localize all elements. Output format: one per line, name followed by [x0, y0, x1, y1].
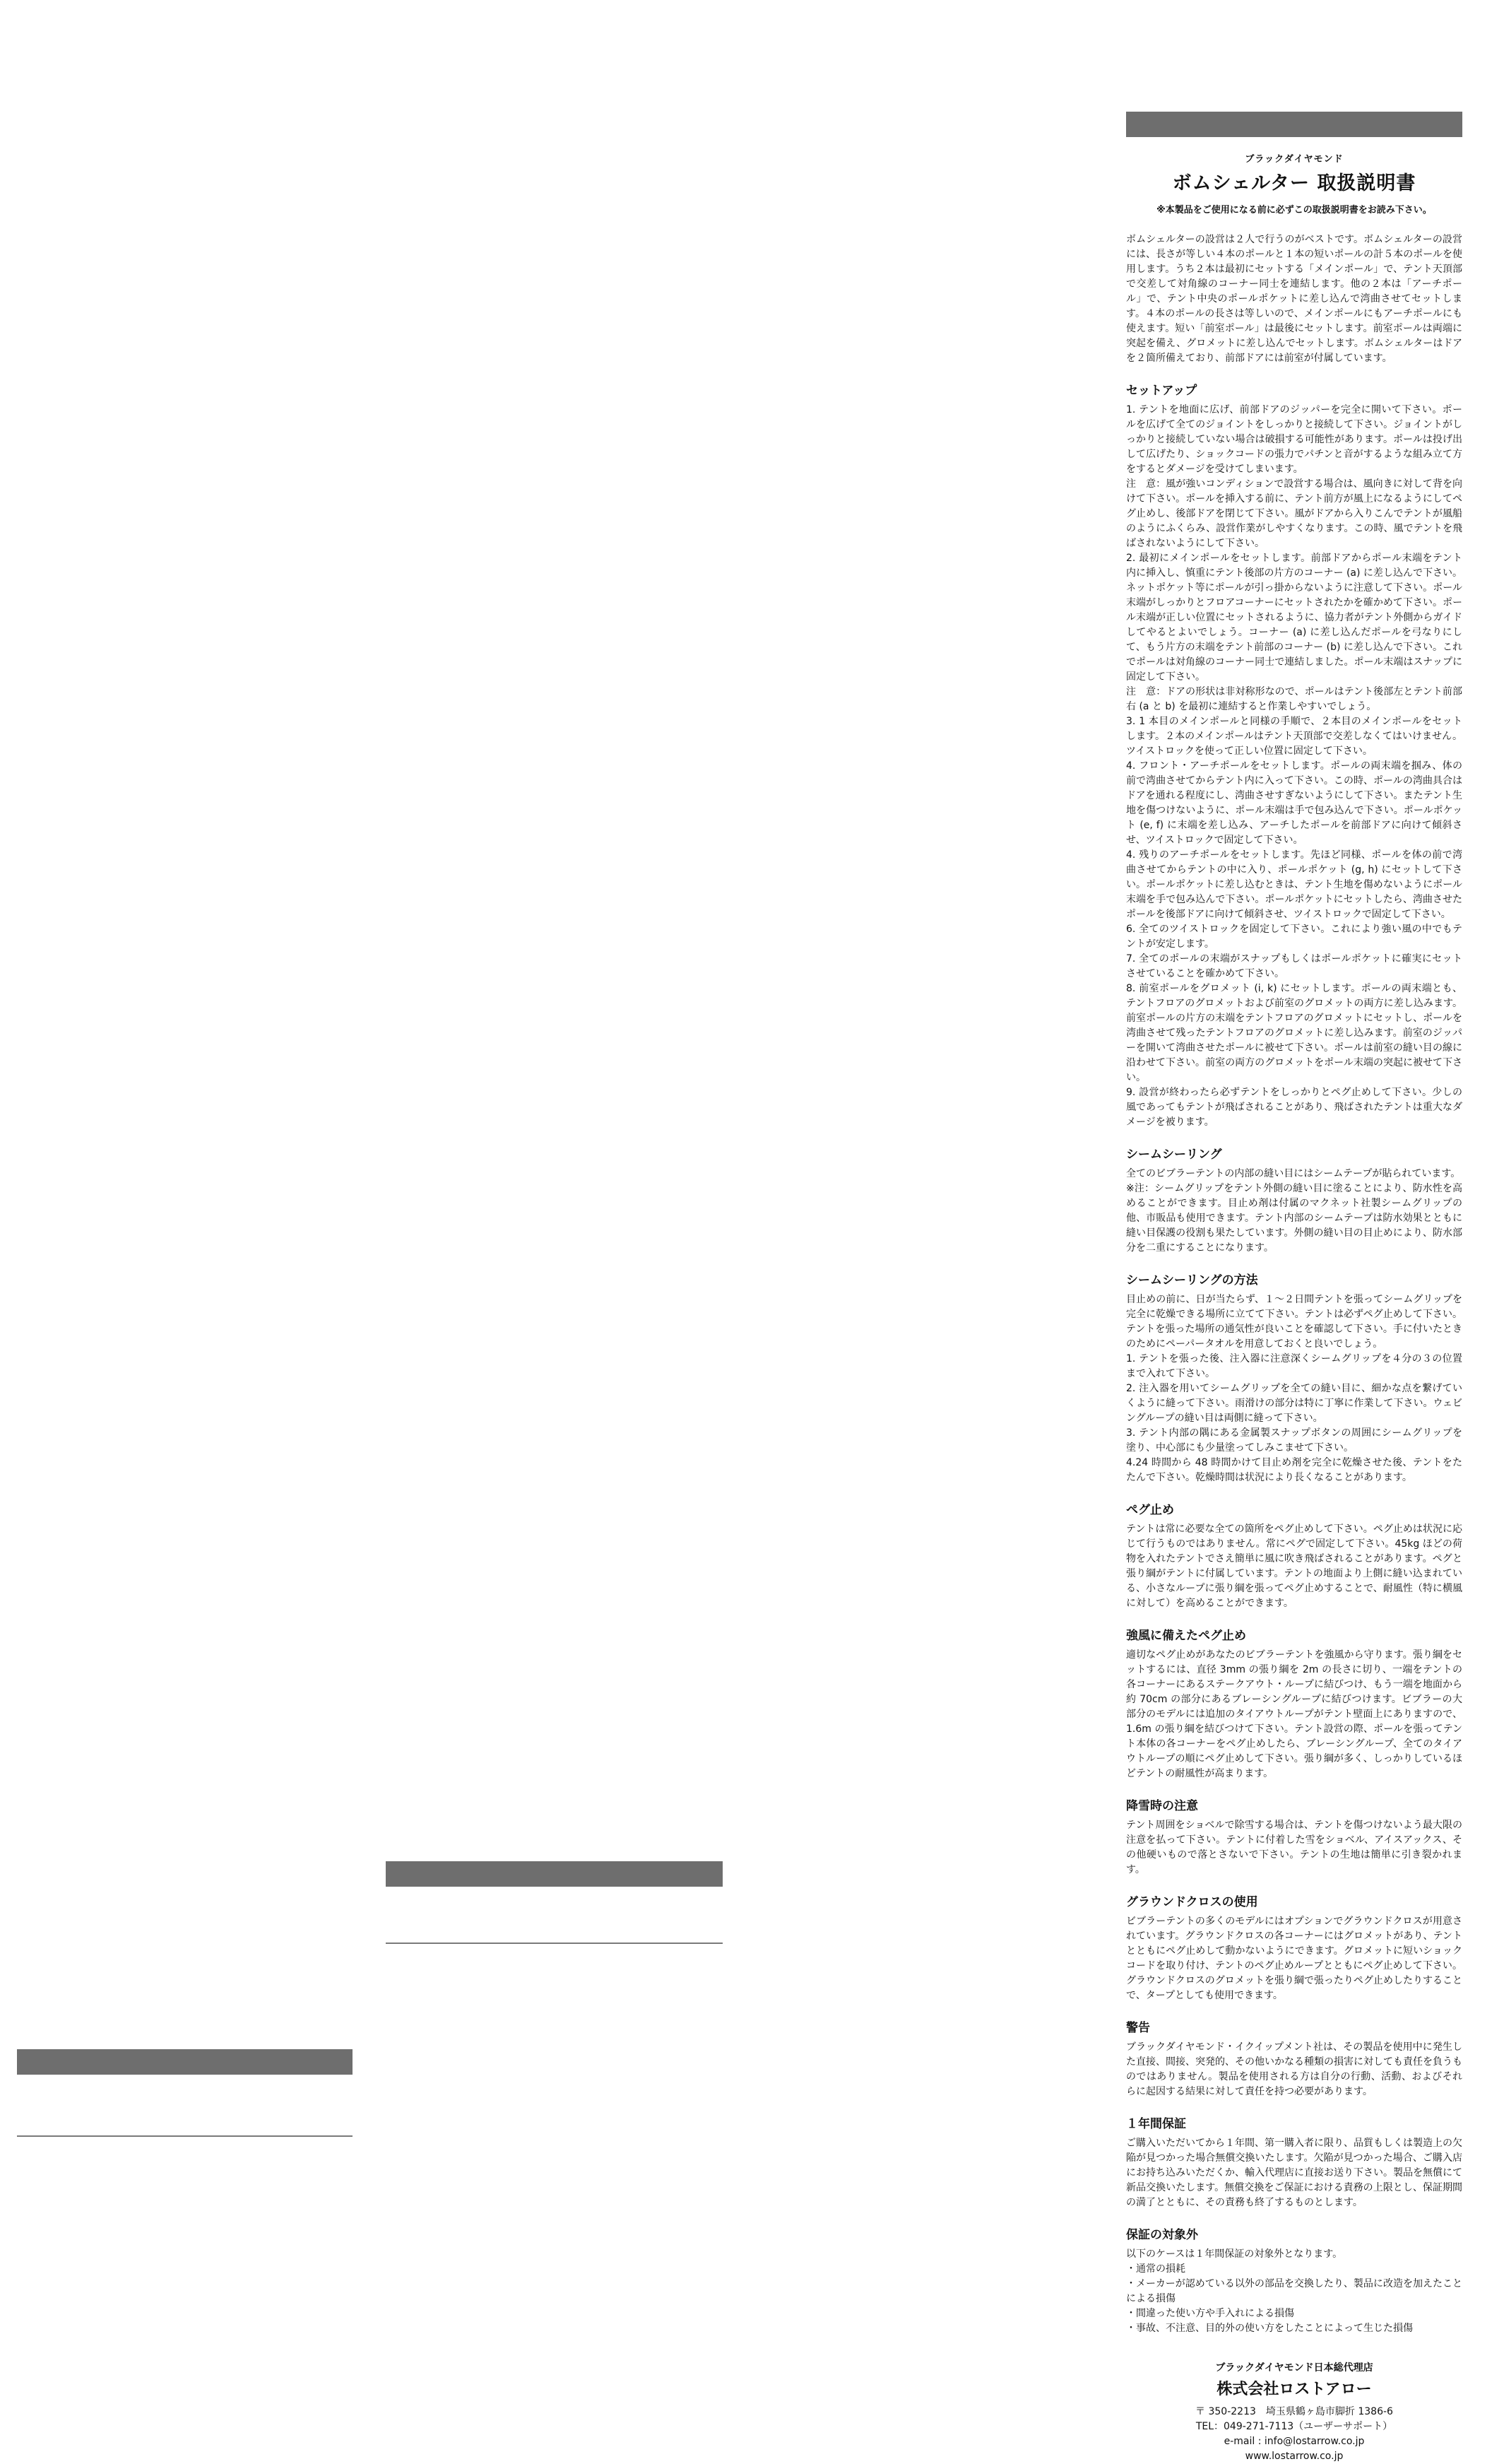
- section-paragraph: テント周囲をショベルで除雪する場合は、テントを傷つけないよう最大限の注意を払って下さい。テントに付着した雪をショベル、アイスアックス、その他硬いもので落とさないで下さい。テントの生地は簡単に引き裂かれます。: [1126, 1820, 1462, 1875]
- divider-rule-left: [17, 2135, 353, 2137]
- read-notice: ※本製品をご使用になる前に必ずこの取扱説明書をお読み下さい。: [1156, 205, 1432, 216]
- section-paragraph: ※注：シームグリップをテント外側の縫い目に塗ることにより、防水性を高めることができます。目止め剤は付属のマクネット社製シームグリップの他、市販品も使用できます。テント内部のシームテープは防水効果とともに縫い目保護の役割も果たしています。外側の縫い目の目止めにより、防水部分を二重にすることになります。: [1126, 1183, 1462, 1254]
- section-heading: ペグ止め: [1126, 1503, 1174, 1517]
- section-paragraph: 目止めの前に、日が当たらず、１～２日間テントを張ってシームグリップを完全に乾燥できる場所に立てて下さい。テントは必ずペグ止めして下さい。テントを張った場所の通気性が良いことを確認して下さい。手に付いたときのためにペーパータオルを用意しておくと良いでしょう。: [1126, 1294, 1462, 1350]
- email: e-mail : info@lostarrow.co.jp: [1224, 2436, 1365, 2447]
- section-paragraph: ご購入いただいてから１年間、第一購入者に限り、品質もしくは製造上の欠陥が見つかった場合無償交換いたします。欠陥が見つかった場合、ご購入店にお持ち込みいただくか、輸入代理店に直接お送り下さい。製品を無償にて新品交換いたします。無償交換をご保証における責務の上限とし、保証期間の満了とともに、その責務も終了するものとします。: [1126, 2138, 1462, 2208]
- section-paragraph: ・通常の損耗: [1126, 2263, 1185, 2275]
- brand-name: ブラックダイヤモンド: [1245, 154, 1344, 165]
- section-heading: シームシーリングの方法: [1126, 1273, 1258, 1287]
- section-paragraph: 9. 設営が終わったら必ずテントをしっかりとペグ止めして下さい。少しの風であってもテントが飛ばされることがあり、飛ばされたテントは重大なダメージを被ります。: [1126, 1087, 1462, 1128]
- section-paragraph: 3. テント内部の隅にある金属製スナップボタンの周囲にシームグリップを塗り、中心部にも少量塗ってしみこませて下さい。: [1126, 1427, 1462, 1454]
- section-paragraph: 4.24 時間から 48 時間かけて目止め剤を完全に乾燥させた後、テントをたたんで下さい。乾燥時間は状況により長くなることがあります。: [1126, 1457, 1462, 1483]
- section-heading: 警告: [1126, 2021, 1150, 2035]
- section-paragraph: 1. テントを地面に広げ、前部ドアのジッパーを完全に開いて下さい。ポールを広げて全てのジョイントをしっかりと接続して下さい。ジョイントがしっかりと接続していない場合は破損する可能性があります。ポールは投げ出して広げたり、ショックコードの張力でパチンと音がするような組み立て方をするとダメージを受けてしまいます。: [1126, 404, 1462, 475]
- dealer-name: ブラックダイヤモンド日本総代理店: [1215, 2362, 1373, 2374]
- page-title: ボムシェルター 取扱説明書: [1172, 172, 1416, 194]
- manual-column: [1126, 112, 1462, 2464]
- footer: [1126, 2360, 1462, 2464]
- section-paragraph: 4. 残りのアーチポールをセットします。先ほど同様、ポールを体の前で湾曲させてからテントの中に入り、ポールポケット (g, h) にセットして下さい。ポールポケットに差し込むときは、テント生地を傷めないようにポール末端を手で包み込んで下さい。ポールポケットにセットしたら、湾曲させたポールを後部ドアに向けて傾斜させ、ツイストロックで固定して下さい。: [1126, 849, 1462, 920]
- section: [1126, 2224, 1462, 2336]
- phone: TEL：049-271-7113（ユーザーサポート）: [1195, 2421, 1393, 2432]
- section-paragraph: 全てのビブラーテントの内部の縫い目にはシームテープが貼られています。: [1126, 1168, 1461, 1179]
- divider-bar-left: [17, 2049, 353, 2075]
- divider-bar-middle: [386, 1861, 723, 1887]
- section-paragraph: 4. フロント・アーチポールをセットします。ポールの両末端を掴み、体の前で湾曲させてからテント内に入って下さい。この時、ポールの湾曲具合はドアを通れる程度にし、湾曲させすぎないようにして下さい。またテント生地を傷つけないように、ポール末端は手で包み込んで下さい。ポールポケット (e, f) に末端を差し込み、アーチしたポールを前部ドアに向けて傾斜させ、ツイストロックで固定して下さい。: [1126, 760, 1462, 846]
- section-paragraph: 8. 前室ポールをグロメット (i, k) にセットします。ポールの両末端とも、テントフロアのグロメットおよび前室のグロメットの両方に差し込みます。前室ポールの片方の末端をテントフロアのグロメットにセットし、ポールを湾曲させて残ったテントフロアのグロメットに差し込みます。前室のジッパーを開いて湾曲させたポールに被せて下さい。ポールは前室の縫い目の線に沿わせて下さい。前室の両方のグロメットをポール末端の突起に被せて下さい。: [1126, 983, 1462, 1083]
- section-paragraph: 注 意：ドアの形状は非対称形なので、ポールはテント後部左とテント前部右 (a と b) を最初に連結すると作業しやすいでしょう。: [1126, 686, 1462, 712]
- website: www.lostarrow.co.jp: [1245, 2451, 1344, 2462]
- section: [1126, 1892, 1462, 2003]
- section-paragraph: 注 意：風が強いコンディションで設営する場合は、風向きに対して背を向けて下さい。ポールを挿入する前に、テント前方が風上になるようにしてペグ止めし、後部ドアを閉じて下さい。風がドアから入りこんでテントが風船のようにふくらみ、設営作業がしやすくなります。この時、風でテントを飛ばされないようにして下さい。: [1126, 478, 1462, 549]
- section-paragraph: 3. 1 本目のメインポールと同様の手順で、２本目のメインポールをセットします。２本のメインポールはテント天頂部で交差しなくてはいけません。ツイストロックを使って正しい位置に固定して下さい。: [1126, 716, 1462, 757]
- section: [1126, 2017, 1462, 2099]
- intro-text: ボムシェルターの設営は２人で行うのがベストです。ボムシェルターの設営には、長さが等しい４本のポールと１本の短いポールの計５本のポールを使用します。うち２本は最初にセットする「メインポール」で、テント天頂部で交差して対角線のコーナー同士を連結します。他の２本は「アーチポール」で、テント中央のポールポケットに差し込んで湾曲させてセットします。４本のポールの長さは等しいので、メインポールにもアーチポールにも使えます。短い「前室ポール」は最後にセットします。前室ポールは両端に突起を備え、グロメットに差し込んでセットします。ボムシェルターはドアを２箇所備えており、前部ドアには前室が付属しています。: [1126, 234, 1462, 364]
- section-paragraph: 以下のケースは１年間保証の対象外となります。: [1126, 2248, 1343, 2260]
- section-paragraph: ビブラーテントの多くのモデルにはオプションでグラウンドクロスが用意されています。グラウンドクロスの各コーナーにはグロメットがあり、テントとともにペグ止めして動かないようにできます。グロメットに短いショックコードを取り付け、テントのペグ止めループとともにペグ止めして下さい。グラウンドクロスのグロメットを張り綱で張ったりペグ止めしたりすることで、タープとしても使用できます。: [1126, 1916, 1462, 2001]
- section-heading: 強風に備えたペグ止め: [1126, 1629, 1246, 1643]
- company-name: 株式会社ロストアロー: [1216, 2381, 1372, 2398]
- divider-rule-middle: [386, 1943, 723, 1944]
- section-paragraph: ブラックダイヤモンド・イクイップメント社は、その製品を使用中に発生した直接、間接、突発的、その他いかなる種類の損害に対しても責任を負うものではありません。製品を使用される方は自分の行動、活動、およびそれらに起因する結果に対して責任を持つ必要があります。: [1126, 2041, 1462, 2097]
- section-heading: セットアップ: [1126, 384, 1197, 398]
- section: [1126, 1625, 1462, 1781]
- section-paragraph: 1. テントを張った後、注入器に注意深くシームグリップを４分の３の位置まで入れて下さい。: [1126, 1353, 1462, 1379]
- section: [1126, 1499, 1462, 1611]
- section-heading: １年間保証: [1126, 2117, 1186, 2131]
- sections-container: [1126, 380, 1462, 2336]
- section-paragraph: 7. 全てのポールの末端がスナップもしくはポールポケットに確実にセットさせていることを確かめて下さい。: [1126, 953, 1462, 979]
- section-paragraph: 2. 注入器を用いてシームグリップを全ての縫い目に、細かな点を繋げていくように縫って下さい。雨滑けの部分は特に丁寧に作業して下さい。ウェビングループの縫い目は両側に縫って下さい。: [1126, 1383, 1462, 1424]
- section-heading: グラウンドクロスの使用: [1126, 1895, 1258, 1909]
- address: 〒 350-2213 埼玉県鶴ヶ島市脚折 1386-6: [1195, 2406, 1393, 2417]
- section-paragraph: ・メーカーが認めている以外の部品を交換したり、製品に改造を加えたことによる損傷: [1126, 2278, 1462, 2304]
- section: [1126, 2114, 1462, 2210]
- section: [1126, 1144, 1462, 1256]
- section-paragraph: 2. 最初にメインポールをセットします。前部ドアからポール末端をテント内に挿入し、慎重にテント後部の片方のコーナー (a) に差し込んで下さい。ネットポケット等にポールが引っ掛からないように注意して下さい。ポール末端がしっかりとフロアコーナーにセットされたかを確かめて下さい。ポール末端が正しい位置にセットされるように、協力者がテント外側からガイドしてやるとよいでしょう。コーナー (a) に差し込んだポールを弓なりにして、もう片方の末端をテント前部のコーナー (b) に差し込んで下さい。これでポールは対角線のコーナー同士で連結しました。ポール末端はスナップに固定して下さい。: [1126, 553, 1462, 683]
- section-paragraph: 6. 全てのツイストロックを固定して下さい。これにより強い風の中でもテントが安定します。: [1126, 924, 1462, 950]
- section: [1126, 1270, 1462, 1485]
- section-paragraph: 適切なペグ止めがあなたのビブラーテントを強風から守ります。張り綱をセットするには、直径 3mm の張り綱を 2m の長さに切り、一端をテントの各コーナーにあるステークアウト・ループに結びつけ、もう一端を地面から約 70cm の部分にあるブレーシングループに結びつけます。ビブラーの大部分のモデルには追加のタイアウトループがテント壁面上にありますので、1.6m の張り綱を結びつけて下さい。テント設営の際、ポールを張ってテント本体の各コーナーをペグ止めしたら、ブレーシングループ、全てのタイアウトループの順にペグ止めして下さい。張り綱が多く、しっかりしているほどテントの耐風性が高まります。: [1126, 1649, 1462, 1779]
- section-paragraph: ・間違った使い方や手入れによる損傷: [1126, 2308, 1294, 2319]
- section: [1126, 1796, 1462, 1878]
- section: [1126, 380, 1462, 1130]
- section-paragraph: テントは常に必要な全ての箇所をペグ止めして下さい。ペグ止めは状況に応じて行うものではありません。常にペグで固定して下さい。45kg ほどの荷物を入れたテントでさえ簡単に風に吹き飛ばされることがあります。ペグと張り綱がテントに付属しています。テントの地面より上側に縫い込まれている、小さなループに張り綱を張ってペグ止めすることで、耐風性（特に横風に対して）を高めることができます。: [1126, 1523, 1462, 1609]
- section-paragraph: ・事故、不注意、目的外の使い方をしたことによって生じた損傷: [1126, 2323, 1413, 2334]
- section-heading: シームシーリング: [1126, 1148, 1222, 1162]
- section-heading: 降雪時の注意: [1126, 1799, 1198, 1813]
- section-heading: 保証の対象外: [1126, 2228, 1198, 2242]
